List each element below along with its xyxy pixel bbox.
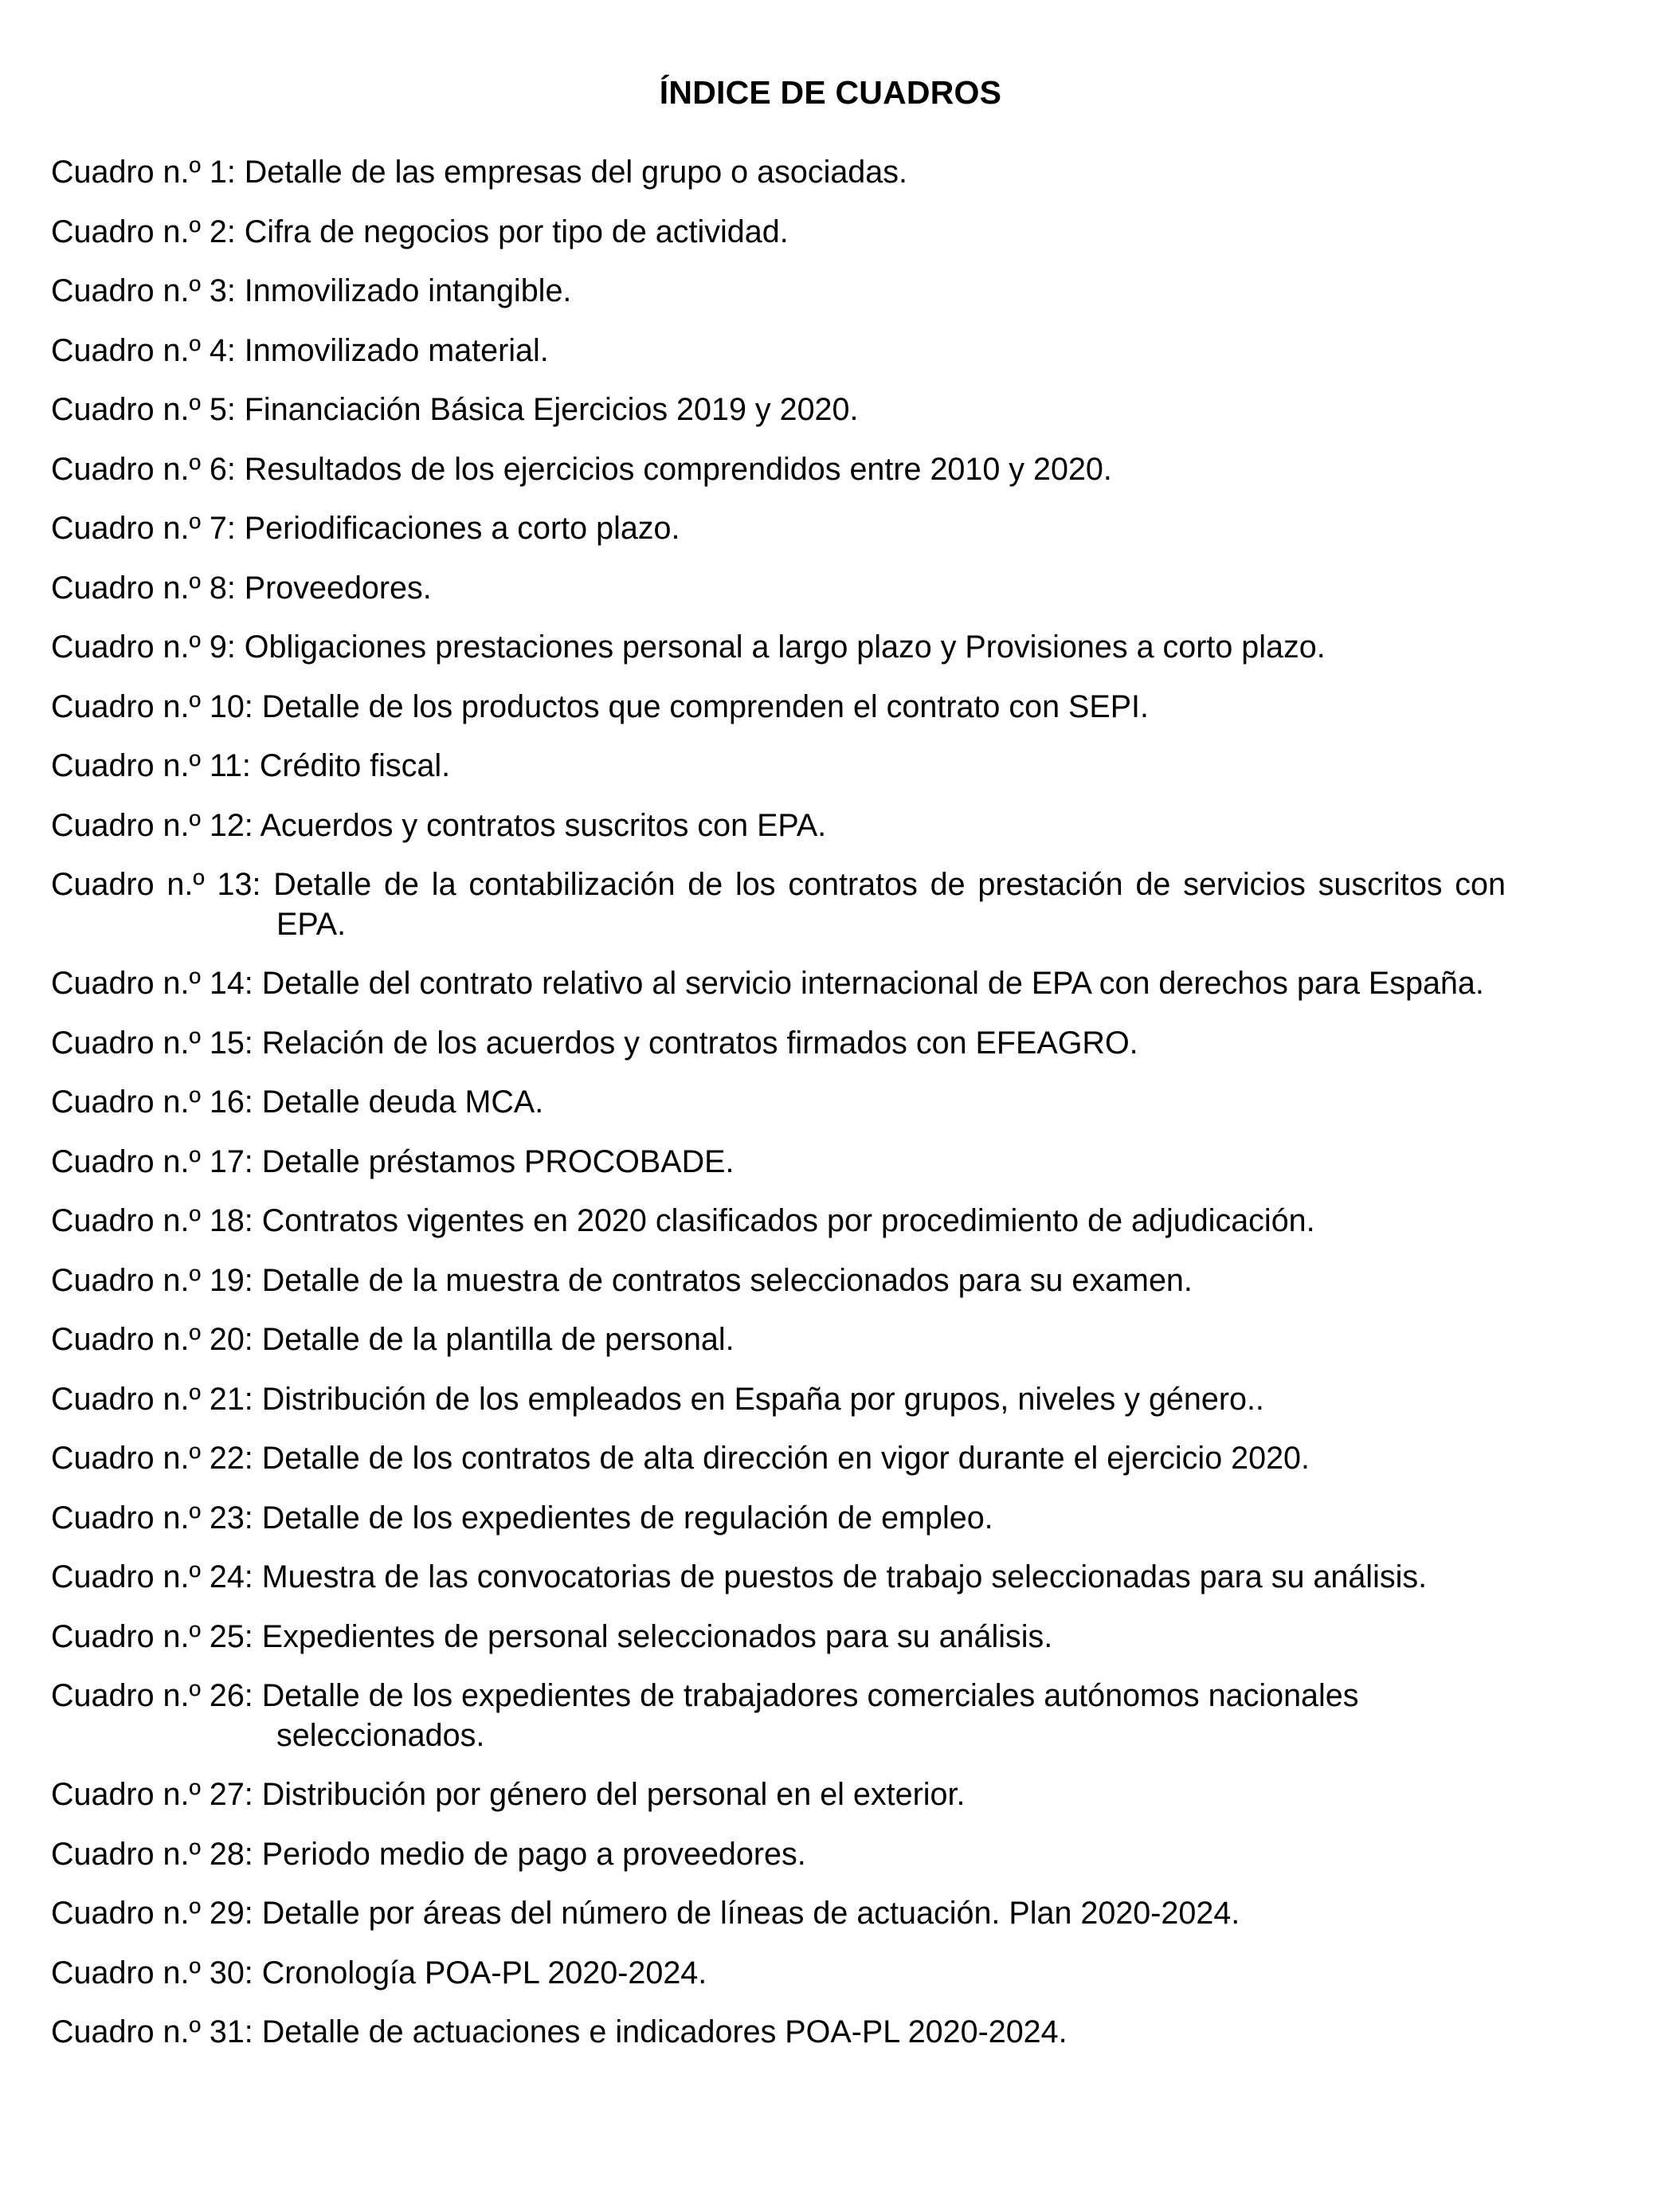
toc-entry-16: Cuadro n.º 16: Detalle deuda MCA. bbox=[51, 1084, 544, 1120]
toc-entry-23: Cuadro n.º 23: Detalle de los expedientes de regulación de empleo. bbox=[51, 1500, 993, 1535]
toc-entry-20: Cuadro n.º 20: Detalle de la plantilla de personal. bbox=[51, 1322, 735, 1357]
toc-entry-25: Cuadro n.º 25: Expedientes de personal seleccionados para su análisis. bbox=[51, 1618, 1053, 1654]
toc-entry-7: Cuadro n.º 7: Periodificaciones a corto plazo. bbox=[51, 511, 680, 546]
toc-entry-9: Cuadro n.º 9: Obligaciones prestaciones personal a largo plazo y Provisiones a corto plazo. bbox=[51, 629, 1326, 665]
toc-entry-30: Cuadro n.º 30: Cronología POA-PL 2020-2024. bbox=[51, 1955, 707, 1990]
toc-entry-5: Cuadro n.º 5: Financiación Básica Ejercicios 2019 y 2020. bbox=[51, 392, 859, 427]
toc-entry-29: Cuadro n.º 29: Detalle por áreas del número de líneas de actuación. Plan 2020-2024. bbox=[51, 1896, 1240, 1931]
toc-entry-18: Cuadro n.º 18: Contratos vigentes en 2020 clasificados por procedimiento de adjudicación. bbox=[51, 1203, 1315, 1238]
toc-entry-22: Cuadro n.º 22: Detalle de los contratos de alta dirección en vigor durante el ejercicio 2020. bbox=[51, 1441, 1310, 1476]
toc-entry-1: Cuadro n.º 1: Detalle de las empresas del grupo o asociadas. bbox=[51, 155, 907, 190]
page-title: ÍNDICE DE CUADROS bbox=[659, 74, 1002, 111]
toc-entry-31: Cuadro n.º 31: Detalle de actuaciones e indicadores POA-PL 2020-2024. bbox=[51, 2014, 1068, 2049]
toc-entry-4: Cuadro n.º 4: Inmovilizado material. bbox=[51, 332, 549, 368]
toc-entry-24: Cuadro n.º 24: Muestra de las convocatorias de puestos de trabajo seleccionadas para su análisis. bbox=[51, 1559, 1428, 1594]
toc-entry-12: Cuadro n.º 12: Acuerdos y contratos suscritos con EPA. bbox=[51, 807, 827, 843]
toc-entry-3: Cuadro n.º 3: Inmovilizado intangible. bbox=[51, 273, 572, 308]
toc-entry-19: Cuadro n.º 19: Detalle de la muestra de contratos seleccionados para su examen. bbox=[51, 1262, 1193, 1298]
toc-entry-15: Cuadro n.º 15: Relación de los acuerdos y contratos firmados con EFEAGRO. bbox=[51, 1025, 1138, 1061]
toc-entry-14: Cuadro n.º 14: Detalle del contrato relativo al servicio internacional de EPA con derechos para España. bbox=[51, 966, 1484, 1001]
toc-entry-10: Cuadro n.º 10: Detalle de los productos que comprenden el contrato con SEPI. bbox=[51, 688, 1150, 724]
toc-entry-2: Cuadro n.º 2: Cifra de negocios por tipo de actividad. bbox=[51, 214, 789, 249]
toc-entry-13: Cuadro n.º 13: Detalle de la contabilización de los contratos de prestación de servicios suscritos con EPA. bbox=[51, 867, 1506, 942]
toc-entry-11: Cuadro n.º 11: Crédito fiscal. bbox=[51, 748, 451, 783]
toc-entry-8: Cuadro n.º 8: Proveedores. bbox=[51, 570, 432, 606]
toc-entry-21: Cuadro n.º 21: Distribución de los empleados en España por grupos, niveles y género.. bbox=[51, 1381, 1264, 1417]
toc-entry-6: Cuadro n.º 6: Resultados de los ejercicios comprendidos entre 2010 y 2020. bbox=[51, 451, 1112, 487]
toc-entry-27: Cuadro n.º 27: Distribución por género del personal en el exterior. bbox=[51, 1777, 966, 1812]
table-index-list bbox=[51, 153, 1506, 2073]
toc-entry-28: Cuadro n.º 28: Periodo medio de pago a proveedores. bbox=[51, 1836, 806, 1872]
toc-entry-26: Cuadro n.º 26: Detalle de los expedientes de trabajadores comerciales autónomos nacionales seleccionados. bbox=[51, 1678, 1359, 1753]
toc-entry-17: Cuadro n.º 17: Detalle préstamos PROCOBADE. bbox=[51, 1143, 735, 1179]
